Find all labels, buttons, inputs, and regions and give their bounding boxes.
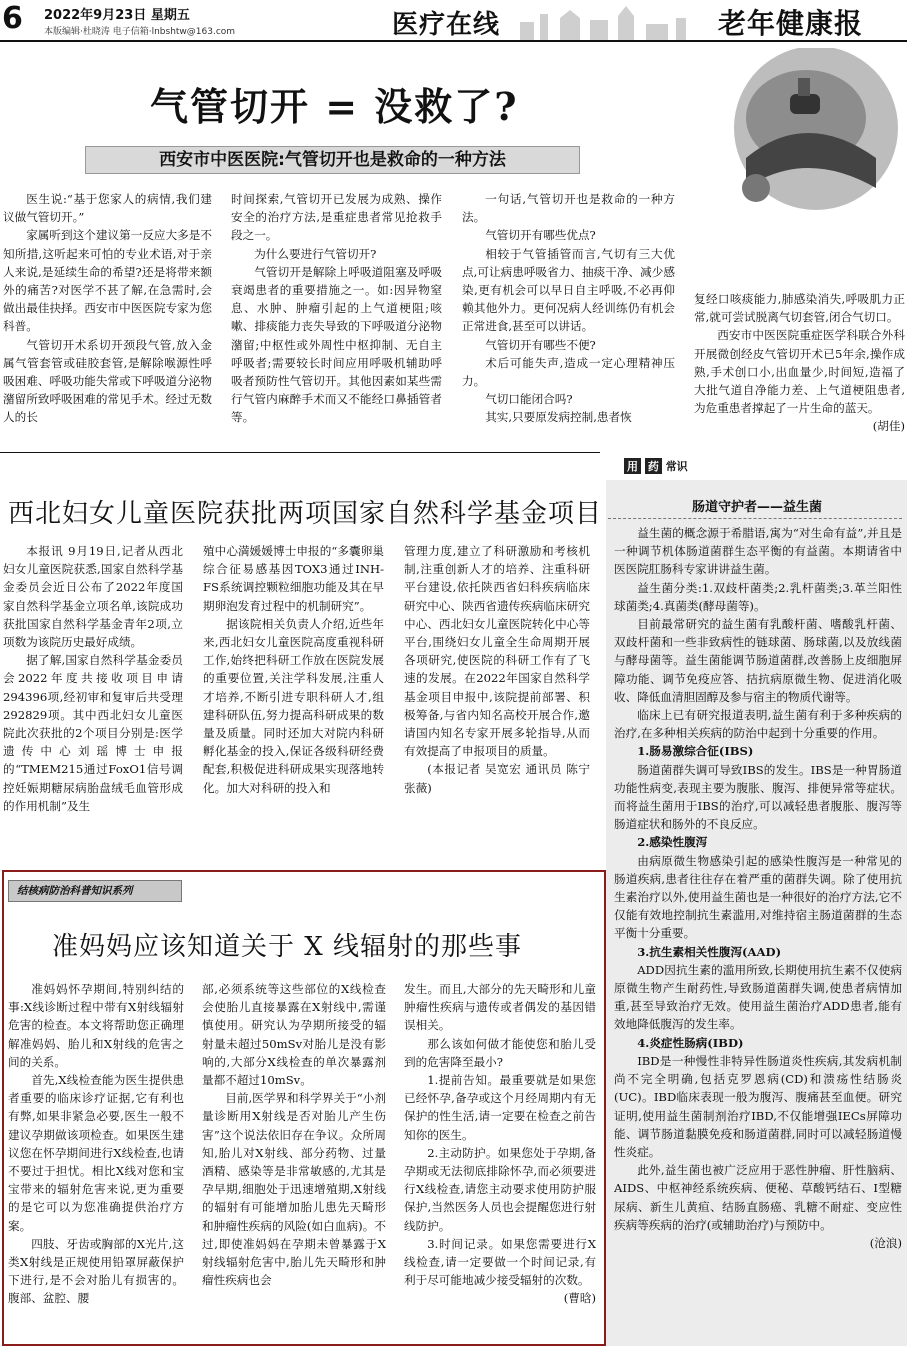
paragraph: 据该院相关负责人介绍,近些年来,西北妇女儿童医院高度重视科研工作,始终把科研工作放在医院发展的重要位置,关注学科发展,注重人才培养,不断引进专职科研人才,组建科研队伍,努力提高科研成果的数量及质量。同时还加大对院内科研孵化基金的投入,保证各级科研经费配套,积极促进科研成果实现落地转化。加大对科研的投入和 (203, 616, 384, 795)
article1-subtitle-bar (85, 146, 580, 174)
section-title: 医疗在线 (392, 10, 501, 40)
paragraph: 部,必须系统等这些部位的X线检查会使胎儿直接暴露在X射线中,需谨慎使用。研究认为孕期所接受的辐射量未超过50mSv对胎儿是没有影响的,大部分X线检查的单次暴露剂量都不超过10mSv。 (202, 982, 386, 1088)
article3-title: 准妈妈应该知道关于 X 线辐射的那些事 (52, 932, 523, 962)
article1-author: (胡佳) (872, 419, 905, 434)
paragraph: 肠道菌群失调可导致IBS的发生。IBS是一种胃肠道功能性病变,表现主要为腹胀、腹泻、排便异常等症状。而将益生菌用于IBS的治疗,可以减轻患者腹胀、腹泻等肠道症状和肠外的不良反应。 (614, 762, 902, 832)
paragraph: 目前,医学界和科学界关于“小剂量诊断用X射线是否对胎儿产生伤害”这个说法依旧存在争议。众所周知,胎儿对X射线、部分药物、过量酒精、感染等是非常敏感的,尤其是孕早期,细胞处于迅速增殖期,X射线的辐射有可能增加胎儿患先天畸形和肿瘤性疾病的风险(如白血病)。不过,即使准妈妈在孕期未曾暴露于X射线辐射危害中,胎儿先天畸形和肿瘤性疾病也会 (202, 1091, 386, 1288)
paragraph: 准妈妈怀孕期间,特别纠结的事:X线诊断过程中带有X射线辐射危害的检查。本文将帮助您正确理解准妈妈、胎儿和X射线的危害之间的关系。 (8, 982, 184, 1069)
paragraph: IBD是一种慢性非特异性肠道炎性疾病,其发病机制尚不完全明确,包括克罗恩病(CD)和溃疡性结肠炎(UC)。IBD临床表现一般为腹泻、腹痛甚至血便。研究证明,使用益生菌制剂治疗IBD,不仅能增强IECs屏障功能、调节肠道黏膜免疫和肠道菌群,同时可以减轻肠道慢性炎症。 (614, 1053, 902, 1159)
paragraph-heading: 4.炎症性肠病(IBD) (637, 1035, 744, 1050)
article4-body (614, 524, 902, 1344)
column-tag-char-1: 用 (624, 458, 641, 474)
paragraph: 医生说:“基于您家人的病情,我们建议做气管切开。” (3, 192, 212, 225)
paragraph: 1.提前告知。最重要就是如果您已经怀孕,备孕或这个月经周期内有无保护的性生活,请一定要在检查之前告知你的医生。 (404, 1073, 596, 1142)
article3-column-3 (404, 980, 596, 1342)
issue-date: 2022年9月23日 星期五 (44, 8, 190, 23)
article1-column-1 (3, 190, 212, 450)
article1-column-3 (462, 190, 675, 450)
paragraph: 相较于气管插管而言,气切有三大优点,可让病患呼吸省力、抽痰干净、减少感染,更有机会可以早日自主呼吸,不必再仰赖其他外力。更何况病人经训练仍有机会正常进食,甚至可以讲话。 (462, 246, 675, 334)
paragraph: 时间探索,气管切开已发展为成熟、操作安全的治疗方法,是重症患者常见抢救手段之一。 (231, 192, 442, 243)
paragraph: 家属听到这个建议第一反应大多是不知所措,这听起来可怕的专业术语,对于亲人来说,是延续生命的希望?还是将带来额外的痛苦?对医学不甚了解,在急需时,会做出最佳抉择。西安市中医医院专家为您科普。 (3, 228, 212, 334)
city-skyline-decoration (500, 0, 710, 40)
paragraph: 临床上已有研究报道表明,益生菌有利于多种疾病的治疗,在多种相关疾病的防治中起到十分重要的作用。 (614, 708, 902, 741)
article3-series-bar (8, 880, 182, 902)
paragraph-heading: 气管切开有哪些优点? (485, 228, 596, 243)
tracheostomy-illustration (686, 48, 902, 218)
paragraph: 四肢、牙齿或胸部的X光片,这类X射线是正规使用铅罩屏蔽保护下进行,是不会对胎儿有损害的。腹部、盆腔、腰 (8, 1236, 184, 1306)
paragraph: 益生菌的概念源于希腊语,寓为“对生命有益”,并且是一种调节机体肠道菌群生态平衡的有益菌。本期请省中医医院肛肠科专家讲讲益生菌。 (614, 526, 902, 577)
paragraph-heading: 气切口能闭合吗? (485, 392, 573, 407)
paragraph: ADD因抗生素的滥用所致,长期使用抗生素不仅使病原微生物产生耐药性,导致肠道菌群失调,使患者病情加重,甚至导致治疗无效。使用益生菌治疗ADD患者,能有效地降低腹泻的发生率。 (614, 962, 902, 1032)
newspaper-logo: 老年健康报 (718, 7, 864, 40)
article4-title: 肠道守护者——益生菌 (691, 500, 822, 515)
article3-author: (曹晗) (563, 1291, 596, 1306)
article2-column-1 (3, 542, 183, 862)
paragraph: 一句话,气管切开也是救命的一种方法。 (462, 192, 675, 225)
paragraph-heading: 2.感染性腹泻 (637, 835, 708, 850)
paragraph: 气管切开术系切开颈段气管,放入金属气管套管或硅胶套管,是解除喉源性呼吸困难、呼吸功能失常或下呼吸道分泌物潴留所致呼吸困难的常见手术。经过无数人的长 (3, 337, 212, 425)
page-number: 6 (2, 1, 23, 36)
article2-column-3 (404, 542, 590, 862)
paragraph: 气管切开是解除上呼吸道阻塞及呼吸衰竭患者的重要措施之一。如:因异物窒息、水肿、肿瘤引起的上气道梗阻;咳嗽、排痰能力丧失导致的下呼吸道分泌物潴留;中枢性或外周性中枢抑制、无自主呼吸者;需要较长时间应用呼吸机辅助呼吸者预防性气管切开。其他因素如某些需行气管内麻醉手术而又不能经口鼻插管者等。 (231, 264, 442, 425)
masthead-rule (0, 40, 907, 42)
paragraph: 复经口咳痰能力,肺感染消失,呼吸肌力正常,就可尝试脱离气切套管,闭合气切口。 (694, 292, 905, 325)
article4-author: (沧浪) (869, 1235, 902, 1250)
article2-byline: (本报记者 吴宽宏 通讯员 陈宁 张薇) (404, 762, 590, 795)
paragraph-heading: 1.肠易激综合征(IBS) (637, 744, 754, 759)
article1-subtitle: 西安市中医医院:气管切开也是救命的一种方法 (159, 150, 506, 170)
paragraph: 首先,X线检查能为医生提供患者重要的临床诊疗证据,它有利也有弊,如果非紧急必要,医生一般不建议孕期做该项检查。如果医生建议您在怀孕期间进行X线检查,也请不要过于担忧。相比X线对您和宝宝带来的辐射危害来说,更为重要的是它可以为您准确提供治疗方案。 (8, 1073, 184, 1233)
column-tag-text: 常识 (665, 460, 688, 473)
article2-title: 西北妇女儿童医院获批两项国家自然科学基金项目 (8, 499, 603, 529)
paragraph-heading: 气管切开有哪些不便? (485, 337, 596, 352)
editor-info: 本版编辑·杜晓涛 电子信箱·lnbshtw@163.com (44, 27, 236, 37)
paragraph: 2.主动防护。如果您处于孕期,备孕期或无法彻底排除怀孕,而必须要进行X线检查,请您主动要求使用防护服保护,当然医务人员也会提醒您进行射线防护。 (404, 1145, 596, 1233)
article1-column-2 (231, 190, 442, 450)
paragraph: 发生。而且,大部分的先天畸形和儿童肿瘤性疾病与遗传或者偶发的基因错误相关。 (404, 982, 596, 1033)
paragraph: 管理力度,建立了科研激励和考核机制,注重创新人才的培养、注重科研平台建设,依托陕西省妇科疾病临床研究中心、陕西省遗传疾病临床研究中心、西北妇女儿童医院转化中心等平台,围绕妇女儿童全生命周期开展各项研究,使医院的科研工作有了飞速的发展。在2022年国家自然科学基金项目申报中,该院提前部署、积极筹备,与省内知名高校开展合作,邀请国内知名专家开展多轮指导,从而有效提高了申报项目的质量。 (404, 544, 590, 759)
paragraph-heading: 为什么要进行气管切开? (254, 246, 377, 261)
paragraph: 其实,只要原发病控制,患者恢 (485, 410, 632, 425)
section-divider (0, 452, 600, 453)
article3-column-2 (202, 980, 386, 1342)
paragraph: 目前最常研究的益生菌有乳酸杆菌、嗜酸乳杆菌、双歧杆菌和一些非致病性的链球菌、肠球菌,以及放线菌与酵母菌等。益生菌能调节肠道菌群,改善肠上皮细胞屏障功能、调节免疫应答、拮抗病原微生物、促进消化吸收、降低血清胆固醇及参与宿主的物质代谢等。 (614, 617, 902, 704)
paragraph: 殖中心満媛媛博士申报的“多囊卵巢综合征易感基因TOX3通过INH-FS系统调控颗粒细胞功能及其在早期卵泡发育过程中的机制研究”。 (203, 544, 384, 613)
paragraph: 西安市中医医院重症医学科联合外科开展微创经皮气管切开术已5年余,操作成熟,手术创口小,出血量少,时间短,造福了大批气道自净能力差、上气道梗阻患者,为危重患者撑起了一片生命的蓝天。 (694, 328, 905, 416)
column-tag (624, 458, 688, 474)
article3-series-label: 结核病防治科普知识系列 (17, 885, 133, 897)
article3-column-1 (8, 980, 184, 1342)
paragraph: 术后可能失声,造成一定心理精神压力。 (462, 355, 675, 389)
paragraph: 益生菌分类:1.双歧杆菌类;2.乳杆菌类;3.革兰阳性球菌类;4.真菌类(酵母菌等)。 (614, 580, 902, 613)
article1-title: 气管切开 = 没救了? (150, 84, 519, 129)
paragraph: 3.时间记录。如果您需要进行X线检查,请一定要做一个时间记录,有利于尽可能地减少接受辐射的次数。 (404, 1236, 596, 1288)
paragraph: 由病原微生物感染引起的感染性腹泻是一种常见的肠道疾病,患者往往存在着严重的菌群失调。除了使用抗生素治疗以外,使用益生菌也是一种很好的治疗方法,它不仅能有效地控制抗生素滥用,对维持宿主肠道菌群的生态平衡十分重要。 (614, 853, 902, 941)
paragraph: 据了解,国家自然科学基金委员会2022年度共接收项目申请294396项,经初审和复审后共受理292829项。其中西北妇女儿童医院此次获批的2个项目分别是:医学遗传中心刘瑶博士申报的“TMEM215通过FoxO1信号调控妊娠期糖尿病胎盘绒毛血管形成的作用机制”及生 (3, 653, 183, 813)
paragraph: 此外,益生菌也被广泛应用于恶性肿瘤、肝性脑病、AIDS、中枢神经系统疾病、便秘、草酸钙结石、I型糖尿病、新生儿黄疸、结肠直肠癌、乳糖不耐症、变应性疾病等疾病的治疗(或辅助治疗)与预防中。 (614, 1163, 902, 1232)
article1-column-4 (694, 290, 905, 442)
paragraph-heading: 3.抗生素相关性腹泻(AAD) (637, 944, 782, 959)
article2-column-2 (203, 542, 384, 862)
title-divider (608, 518, 902, 519)
paragraph: 本报讯 9月19日,记者从西北妇女儿童医院获悉,国家自然科学基金委员会近日公布了2022年度国家自然科学基金立项名单,该院成功获批国家自然科学基金青年2项,立项数为该院历史最好成绩。 (3, 544, 183, 650)
paragraph: 那么该如何做才能使您和胎儿受到的危害降至最小? (404, 1036, 596, 1069)
column-tag-char-2: 药 (645, 458, 662, 474)
